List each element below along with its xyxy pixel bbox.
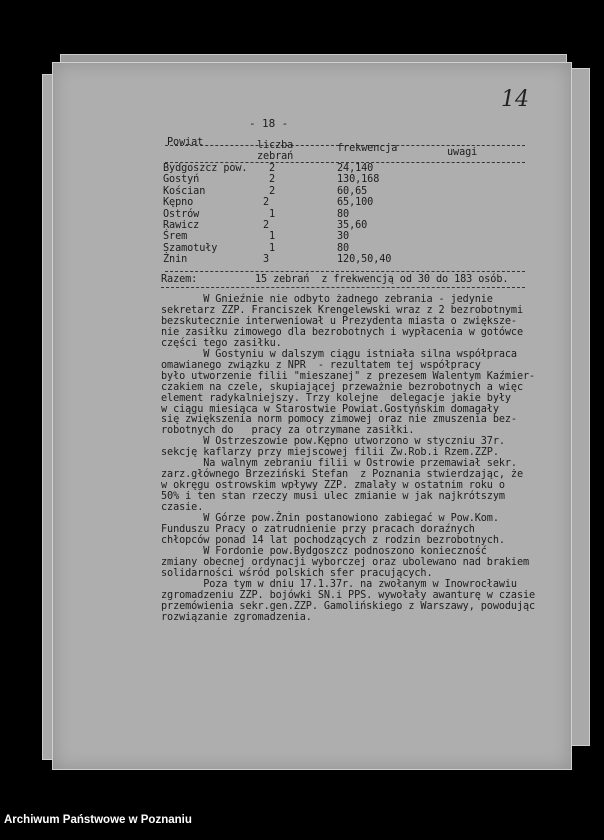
body-line: Funduszu Pracy o zatrudnienie przy pracach doraźnych	[161, 523, 475, 535]
header-frekwencja: frekwencja	[337, 143, 398, 154]
body-line: zgromadzeniu ZZP. bojówki SN.i PPS. wywołały awanturę w czasie	[161, 589, 536, 601]
cell-frekwencja: 80	[337, 242, 350, 254]
total-rule-top	[165, 271, 525, 272]
cell-frekwencja: 35,60	[337, 220, 368, 231]
cell-powiat: Gostyń	[163, 174, 200, 186]
body-line: czasie.	[161, 502, 204, 514]
body-line: zmiany obecnej ordynacji wyborczej oraz ubolewano nad brakiem	[161, 556, 530, 568]
cell-frekwencja: 130,168	[337, 174, 380, 186]
document-page	[52, 62, 572, 770]
cell-powiat: Żnin	[163, 254, 188, 266]
cell-powiat: Szamotuły	[163, 242, 218, 254]
body-line: chłopców ponad 14 lat pochodzących z rodzin bezrobotnych.	[161, 534, 505, 546]
header-zebran: zebrań	[257, 151, 294, 162]
total-text: 15 zebrań z frekwencją od 30 do 183 osób.	[255, 274, 509, 285]
body-line: rozwiązanie zgromadzenia.	[161, 611, 312, 623]
cell-frekwencja: 30	[337, 231, 350, 243]
body-line: W Ostrzeszowie pow.Kępno utworzono w styczniu 37r.	[161, 436, 505, 448]
cell-frekwencja: 120,50,40	[337, 254, 392, 266]
body-line: W Górze pow.Żnin postanowiono zabiegać w Pow.Kom.	[161, 513, 499, 524]
body-line: się zwiększenia norm pomocy zimowej oraz nie zmuszenia bez-	[161, 414, 517, 426]
page-number: - 18 -	[249, 117, 289, 130]
cell-frekwencja: 60,65	[337, 185, 368, 197]
archive-footer: Archiwum Państwowe w Poznaniu	[4, 814, 192, 826]
cell-powiat: Śrem	[163, 231, 188, 243]
cell-liczba: 2	[269, 163, 276, 174]
total-label: Razem:	[161, 274, 198, 285]
cell-liczba: 2	[263, 197, 270, 209]
body-line: robotnych do pracy za otrzymane zasiłki.	[161, 425, 415, 437]
cell-powiat: Kościan	[163, 185, 206, 197]
cell-frekwencja: 80	[337, 208, 350, 220]
cell-frekwencja: 24,140	[337, 163, 374, 174]
body-line: 50% i ten stan rzeczy musi ulec zmianie w jak najkrótszym	[161, 491, 505, 503]
cell-liczba: 2	[269, 185, 276, 197]
body-line: W Gostyniu w dalszym ciągu istniała silna współpraca	[161, 348, 517, 360]
cell-powiat: Rawicz	[163, 220, 200, 231]
body-line: przemówienia sekr.gen.ZZP. Gamolińskiego z Warszawy, powodując	[161, 600, 536, 612]
body-line: czakiem na czele, skupiającej przeważnie bezrobotnych a więc	[161, 381, 524, 393]
body-line: W Gnieźnie nie odbyto żadnego zebrania - jedynie	[161, 294, 493, 305]
cell-powiat: Bydgoszcz pow.	[163, 163, 248, 174]
cell-powiat: Ostrów	[163, 208, 200, 220]
body-line: części tego zasiłku.	[161, 337, 282, 349]
body-line: omawianego związku z NPR - rezultatem tej współpracy	[161, 359, 481, 371]
body-line: było utworzenie filii "mieszanej" z prezesem Walentym Kaźmier-	[161, 370, 536, 382]
body-line: sekretarz ZZP. Franciszek Krengelewski wraz z 2 bezrobotnymi	[161, 304, 524, 316]
body-line: bezskutecznie interweniował u Prezydenta miasta o zwiększe-	[161, 315, 517, 327]
cell-powiat: Kępno	[163, 197, 194, 209]
body-line: Poza tym w dniu 17.1.37r. na zwołanym w Inowrocławiu	[161, 578, 517, 590]
body-line: w okręgu ostrowskim wpływy ZZP. zmalały w ostatnim roku o	[161, 480, 505, 492]
cell-liczba: 1	[269, 242, 276, 254]
header-uwagi: uwagi	[447, 147, 478, 158]
cell-liczba: 2	[263, 220, 270, 231]
body-line: zarz.głównego Brzeziński Stefan z Poznania stwierdzając, że	[161, 469, 524, 481]
cell-liczba: 1	[269, 231, 276, 243]
body-line: nie zasiłku zimowego dla bezrobotnych i wypłacenia w gotówce	[161, 326, 524, 338]
body-line: w ciągu miesiąca w Starostwie Powiat.Gostyńskim domagały	[161, 403, 499, 415]
total-rule-bottom	[161, 287, 525, 288]
cell-liczba: 3	[263, 254, 270, 266]
cell-frekwencja: 65,100	[337, 197, 374, 209]
header-powiat: Powiat	[167, 137, 204, 148]
body-line: element radykalniejszy. Trzy kolejne delegacje jakie były	[161, 392, 511, 404]
cell-liczba: 2	[269, 174, 276, 186]
folio-number: 14	[501, 87, 529, 112]
body-line: W Fordonie pow.Bydgoszcz podnoszono konieczność	[161, 545, 487, 557]
cell-liczba: 1	[269, 208, 276, 220]
body-line: sekcję kaflarzy przy miejscowej filii Zw.Rob.i Rzem.ZZP.	[161, 447, 499, 459]
header-liczba: liczba	[257, 140, 294, 151]
body-line: solidarności wśród polskich sfer pracujących.	[161, 567, 433, 579]
body-line: Na walnym zebraniu filii w Ostrowie przemawiał sekr.	[161, 458, 517, 470]
